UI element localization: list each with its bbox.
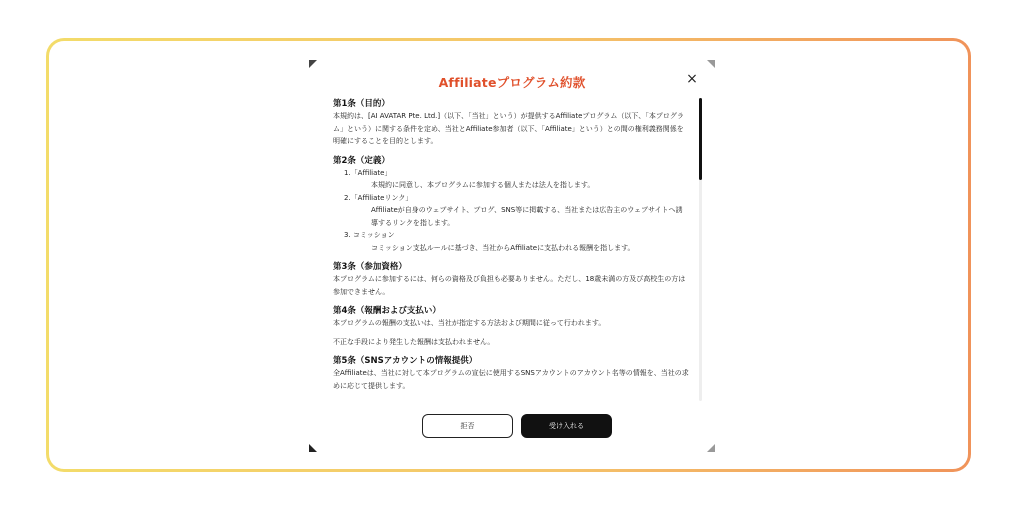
close-icon[interactable]: × [686, 71, 698, 87]
section-paragraph: 不正な手段により発生した報酬は支払われません。 [333, 337, 495, 346]
definition-term: 2.「Affiliateリンク」 [344, 193, 413, 202]
definition-desc: コミッション支払ルールに基づき、当社からAffiliateに支払われる報酬を指します。 [371, 243, 635, 252]
section-2 [333, 155, 689, 255]
definition-term: 3. コミッション [344, 231, 395, 239]
section-heading: 第5条（SNSアカウントの情報提供） [333, 356, 478, 366]
section-paragraph: 本プログラムの報酬の支払いは、当社が指定する方法および期間に従って行われます。 [333, 319, 606, 327]
reject-button[interactable]: 拒否 [422, 414, 513, 438]
section-3 [333, 261, 689, 298]
terms-modal [309, 60, 715, 452]
definition-term: 1.「Affiliate」 [344, 168, 392, 177]
scrollbar-thumb[interactable] [699, 98, 702, 180]
section-5 [333, 355, 689, 392]
section-heading: 第3条（参加資格） [333, 262, 407, 272]
section-heading: 第2条（定義） [333, 155, 390, 166]
terms-content[interactable] [333, 98, 689, 401]
section-paragraph: 本プログラムに参加するには、何らの資格及び負担も必要ありません。ただし、18歳未満の方及び高校生の方は参加できません。 [333, 275, 686, 296]
definition-desc: Affiliateが自身のウェブサイト、ブログ、SNS等に掲載する、当社または広告主のウェブサイトへ誘導するリンクを指します。 [371, 206, 683, 227]
section-paragraph: 本規約は、[AI AVATAR Pte. Ltd.]（以下、「当社」という）が提供するAffiliateプログラム（以下、「本プログラム」という）に関する条件を定め、当社とAffiliate参加者（以下、「Affiliate」という）との間の権利義務関係を明確にすることを目的とします。 [333, 112, 684, 145]
section-paragraph: 全Affiliateは、当社に対して本プログラムの宣伝に使用するSNSアカウントのアカウント名等の情報を、当社の求めに応じて提供します。 [333, 369, 689, 390]
section-heading: 第1条（目的） [333, 99, 390, 109]
accept-button[interactable]: 受け入れる [521, 414, 612, 438]
section-heading: 第4条（報酬および支払い） [333, 306, 441, 316]
definition-desc: 本規約に同意し、本プログラムに参加する個人または法人を指します。 [371, 181, 595, 189]
scrollbar[interactable] [699, 98, 702, 401]
corner-mark [707, 444, 715, 452]
modal-title: Affiliateプログラム約款 [438, 75, 586, 90]
corner-mark [707, 60, 715, 68]
section-1 [333, 98, 689, 148]
corner-mark [309, 60, 317, 68]
corner-mark [309, 444, 317, 452]
section-4 [333, 305, 689, 348]
